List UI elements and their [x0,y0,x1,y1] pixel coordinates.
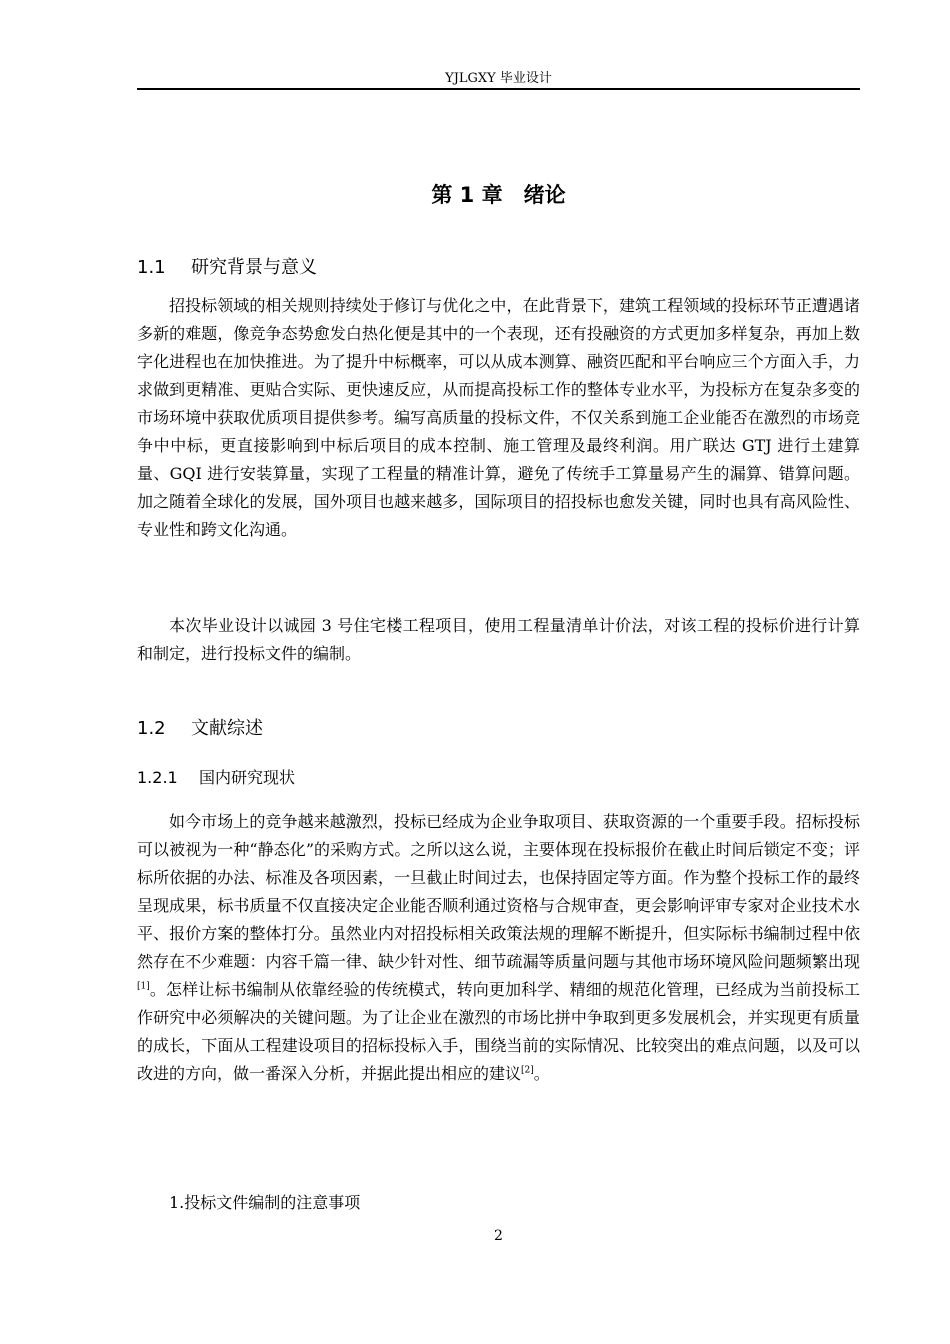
header-rule [137,88,860,90]
paragraph-text: 。怎样让标书编制从依靠经验的传统模式，转向更加科学、精细的规范化管理，已经成为当前投标工作研究中必须解决的关键问题。为了让企业在激烈的市场比拼中争取到更多发展机会，并实现更有质量的成长，下面从工程建设项目的招标投标入手，围绕当前的实际情况、比较突出的难点问题，以及可以改进的方向，做一番深入分析，并据此提出相应的建议 [137,980,860,1083]
page-number: 2 [494,1228,503,1244]
section-number: 1.1 [137,257,166,278]
section-title: 研究背景与意义 [191,257,317,278]
subsection-title: 国内研究现状 [199,768,296,787]
section-number: 1.2 [137,718,166,739]
section-heading-1-1 [137,255,317,281]
paragraph-background: 招投标领域的相关规则持续处于修订与优化之中，在此背景下，建筑工程领域的投标环节正遭遇诸多新的难题，像竞争态势愈发白热化便是其中的一个表现，还有投融资的方式更加多样复杂，再加上数字化进程也在加快推进。为了提升中标概率，可以从成本测算、融资匹配和平台响应三个方面入手，力求做到更精准、更贴合实际、更快速反应，从而提高投标工作的整体专业水平，为投标方在复杂多变的市场环境中获取优质项目提供参考。编写高质量的投标文件，不仅关系到施工企业能否在激烈的市场竞争中中标，更直接影响到中标后项目的成本控制、施工管理及最终利润。用广联达 GTJ 进行土建算量、GQI 进行安装算量，实现了工程量的精准计算，避免了传统手工算量易产生的漏算、错算问题。加之随着全球化的发展，国外项目也越来越多，国际项目的招投标也愈发关键，同时也具有高风险性、专业性和跨文化沟通。 [137,296,860,539]
section-title: 文献综述 [191,718,263,739]
citation-2: [2] [521,1065,534,1076]
paragraph-text: 如今市场上的竞争越来越激烈，投标已经成为企业争取项目、获取资源的一个重要手段。招标投标可以被视为一种“静态化”的采购方式。之所以这么说，主要体现在投标报价在截止时间后锁定不变；评标所依据的办法、标准及各项因素，一旦截止时间过去，也保持固定等方面。作为整个投标工作的最终呈现成果，标书质量不仅直接决定企业能否顺利通过资格与合规审查，更会影响评审专家对企业技术水平、报价方案的整体打分。虽然业内对招投标相关政策法规的理解不断提升，但实际标书编制过程中依然存在不少难题：内容千篇一律、缺少针对性、细节疏漏等质量问题与其他市场环境风险问题频繁出现 [137,812,860,971]
subsection-number: 1.2.1 [137,768,178,787]
running-header: YJLGXY 毕业设计 [445,71,552,86]
list-item-1: 1.投标文件编制的注意事项 [169,1193,361,1212]
chapter-title: 第 1 章 绪论 [431,183,566,207]
subsection-heading-1-2-1 [137,766,295,790]
paragraph-text: 。 [533,1064,550,1083]
paragraph-domestic-research [137,808,860,1088]
citation-1: [1] [137,981,150,992]
section-heading-1-2 [137,716,263,742]
paragraph-design-scope: 本次毕业设计以诚园 3 号住宅楼工程项目，使用工程量清单计价法，对该工程的投标价进行计算和制定，进行投标文件的编制。 [137,616,860,663]
